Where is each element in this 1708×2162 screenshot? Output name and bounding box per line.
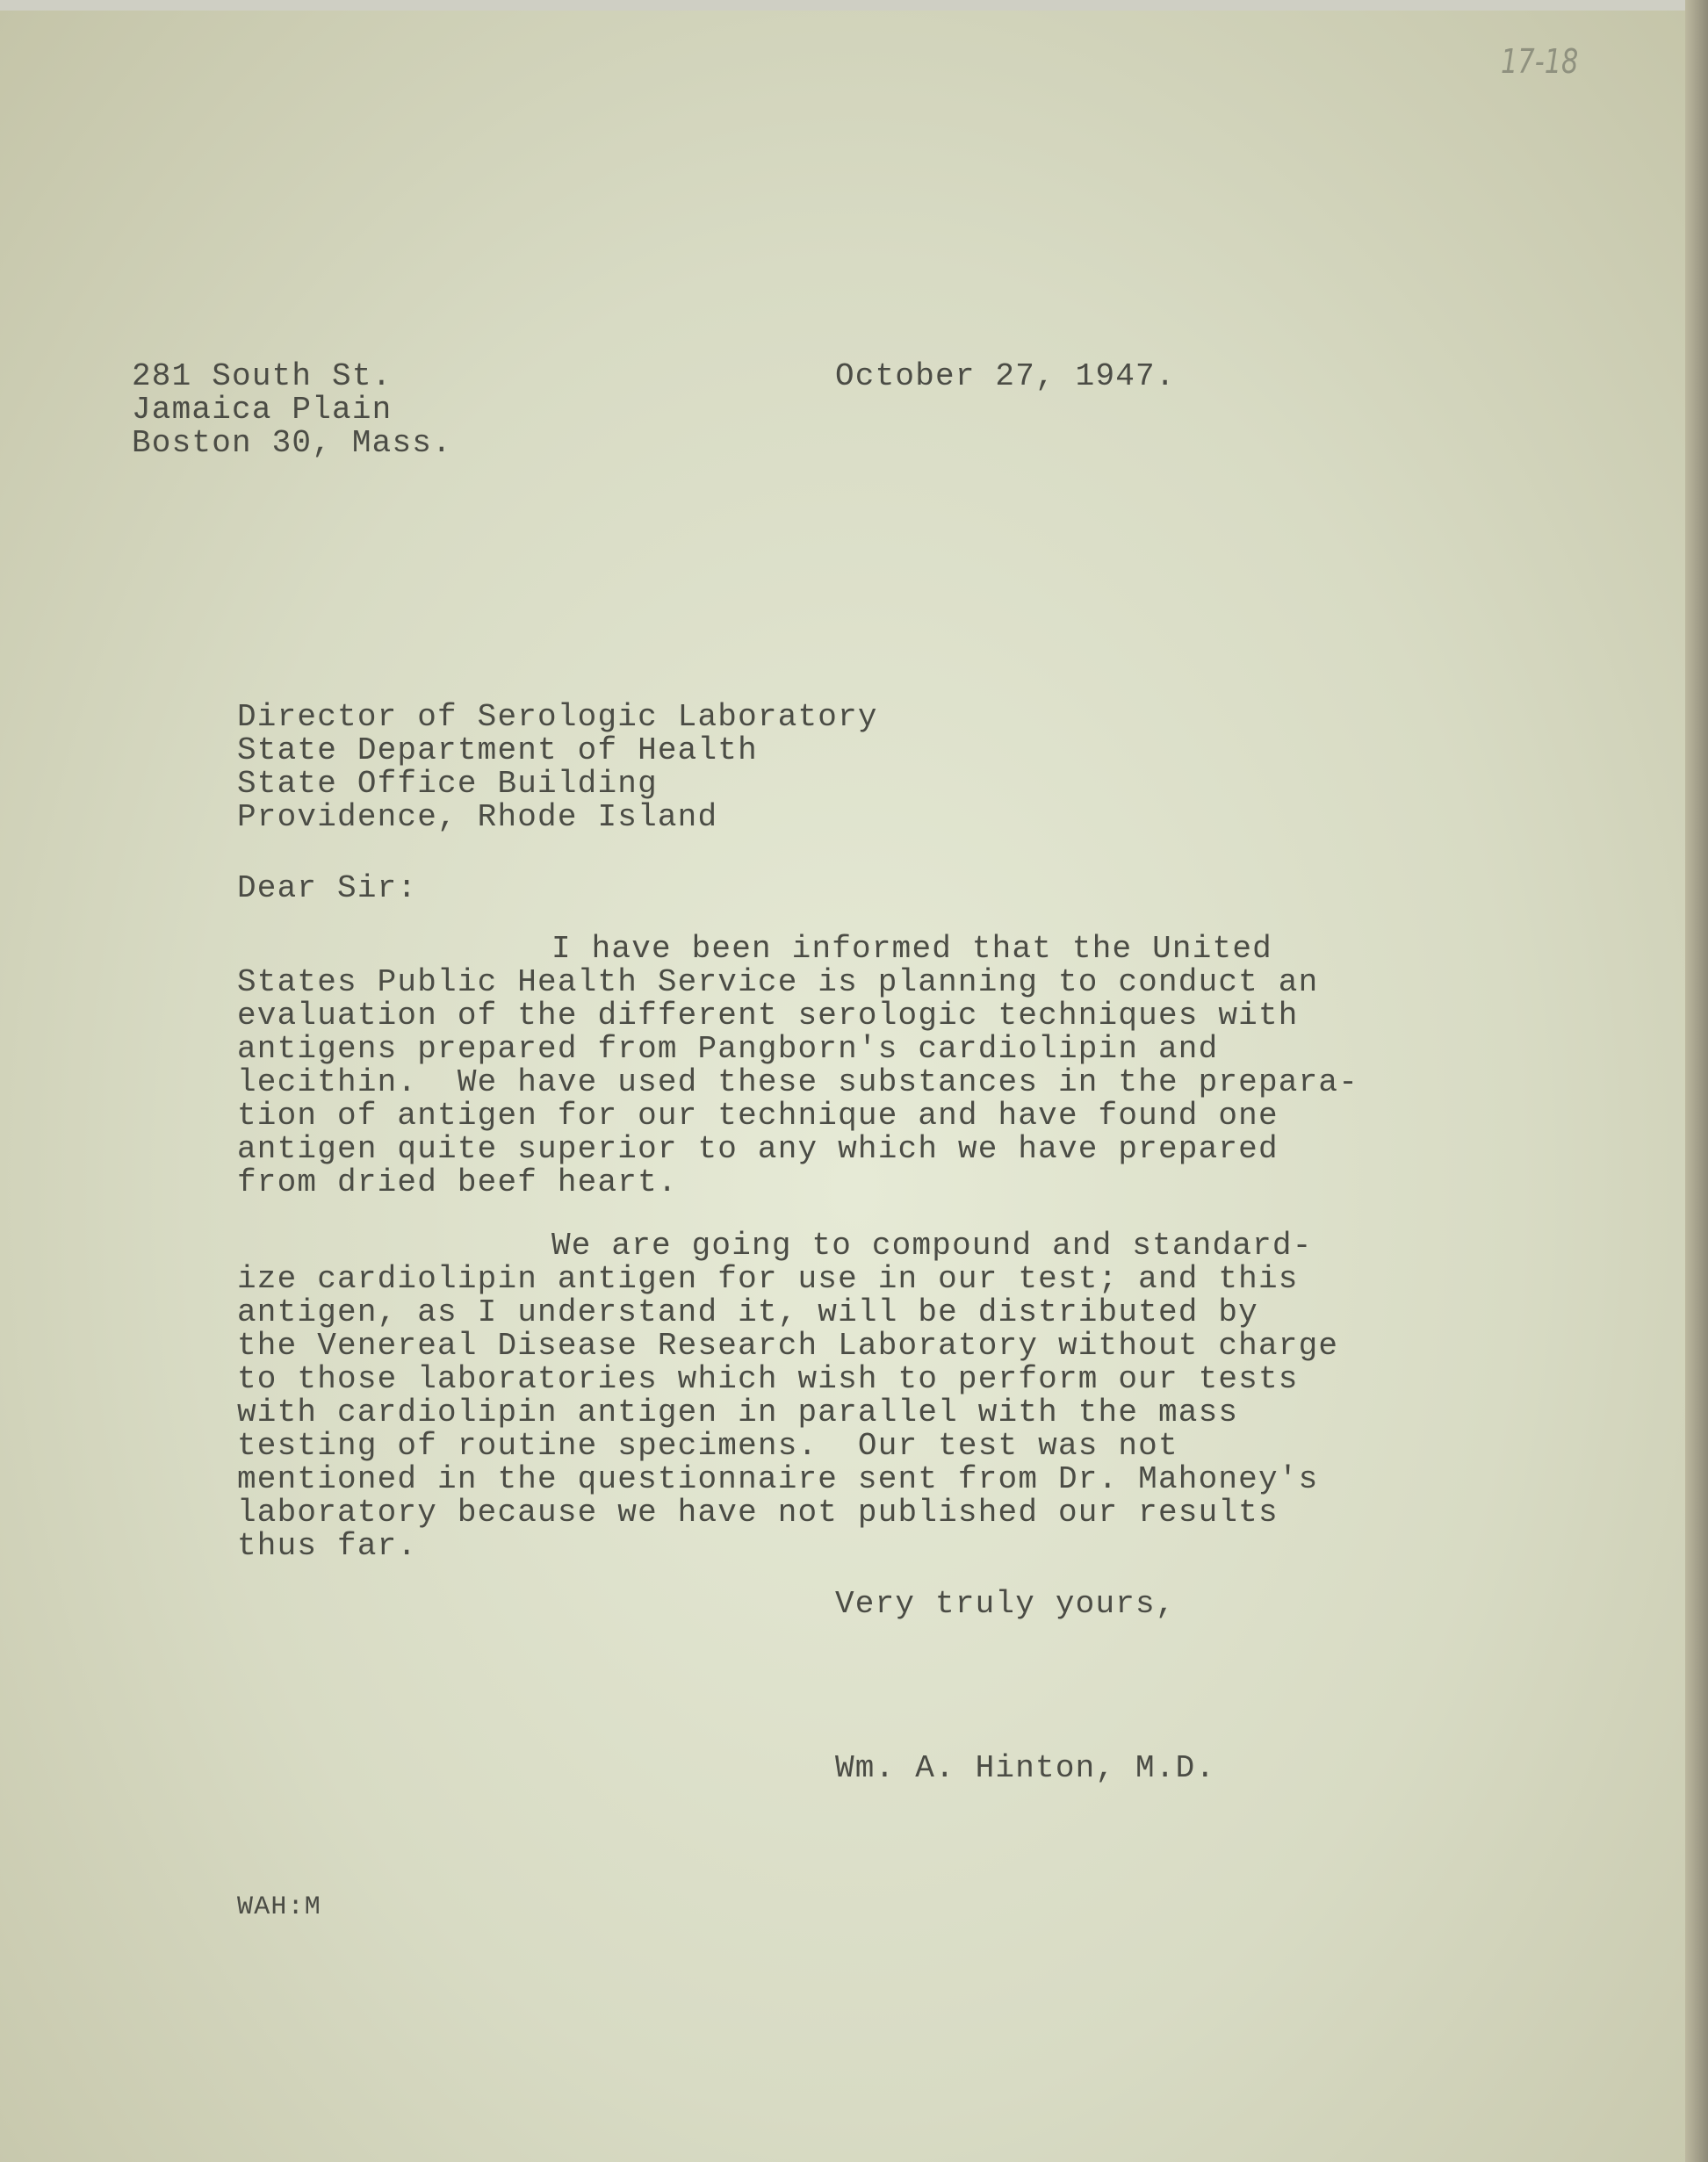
sender-address (132, 360, 452, 460)
body-line: lecithin. We have used these substances in the prepara- (237, 1064, 1358, 1100)
page-top-edge (0, 0, 1708, 11)
body-line: testing of routine specimens. Our test was not (237, 1428, 1178, 1464)
recipient-line: State Office Building (237, 766, 658, 802)
address-line: Jamaica Plain (132, 392, 393, 428)
body-line: We are going to compound and standard- (551, 1228, 1313, 1264)
body-line: antigens prepared from Pangborn's cardiolipin and (237, 1031, 1219, 1067)
letter-date: October 27, 1947. (835, 358, 1176, 394)
recipient-line: State Department of Health (237, 732, 758, 768)
body-line: antigen, as I understand it, will be distributed by (237, 1294, 1258, 1330)
body-line: I have been informed that the United (551, 931, 1272, 967)
recipient-line: Director of Serologic Laboratory (237, 699, 878, 735)
body-line: laboratory because we have not published our results (237, 1495, 1279, 1531)
closing: Very truly yours, (835, 1586, 1176, 1622)
body-line: from dried beef heart. (237, 1164, 678, 1200)
body-line: States Public Health Service is planning to conduct an (237, 964, 1319, 1000)
page-number: 17-18 (1501, 42, 1579, 81)
address-line: Boston 30, Mass. (132, 425, 452, 461)
body-line: thus far. (237, 1528, 418, 1564)
recipient-address (237, 701, 878, 834)
signature-block: Wm. A. Hinton, M.D. (835, 1750, 1216, 1786)
paragraph-2 (237, 1229, 1338, 1563)
body-line: antigen quite superior to any which we have prepared (237, 1131, 1279, 1167)
body-line: to those laboratories which wish to perform our tests (237, 1361, 1299, 1397)
recipient-line: Providence, Rhode Island (237, 799, 718, 835)
body-line: mentioned in the questionnaire sent from Dr. Mahoney's (237, 1461, 1319, 1497)
body-line: tion of antigen for our technique and have found one (237, 1098, 1279, 1134)
paragraph-1 (237, 933, 1358, 1200)
address-line: 281 South St. (132, 358, 393, 394)
salutation: Dear Sir: (237, 870, 418, 906)
body-line: the Venereal Disease Research Laboratory without charge (237, 1328, 1339, 1364)
page-right-edge (1685, 0, 1708, 2162)
reference-initials: WAH:M (237, 1892, 322, 1922)
body-line: ize cardiolipin antigen for use in our test; and this (237, 1261, 1299, 1297)
body-line: with cardiolipin antigen in parallel with the mass (237, 1394, 1239, 1431)
body-line: evaluation of the different serologic techniques with (237, 998, 1299, 1034)
